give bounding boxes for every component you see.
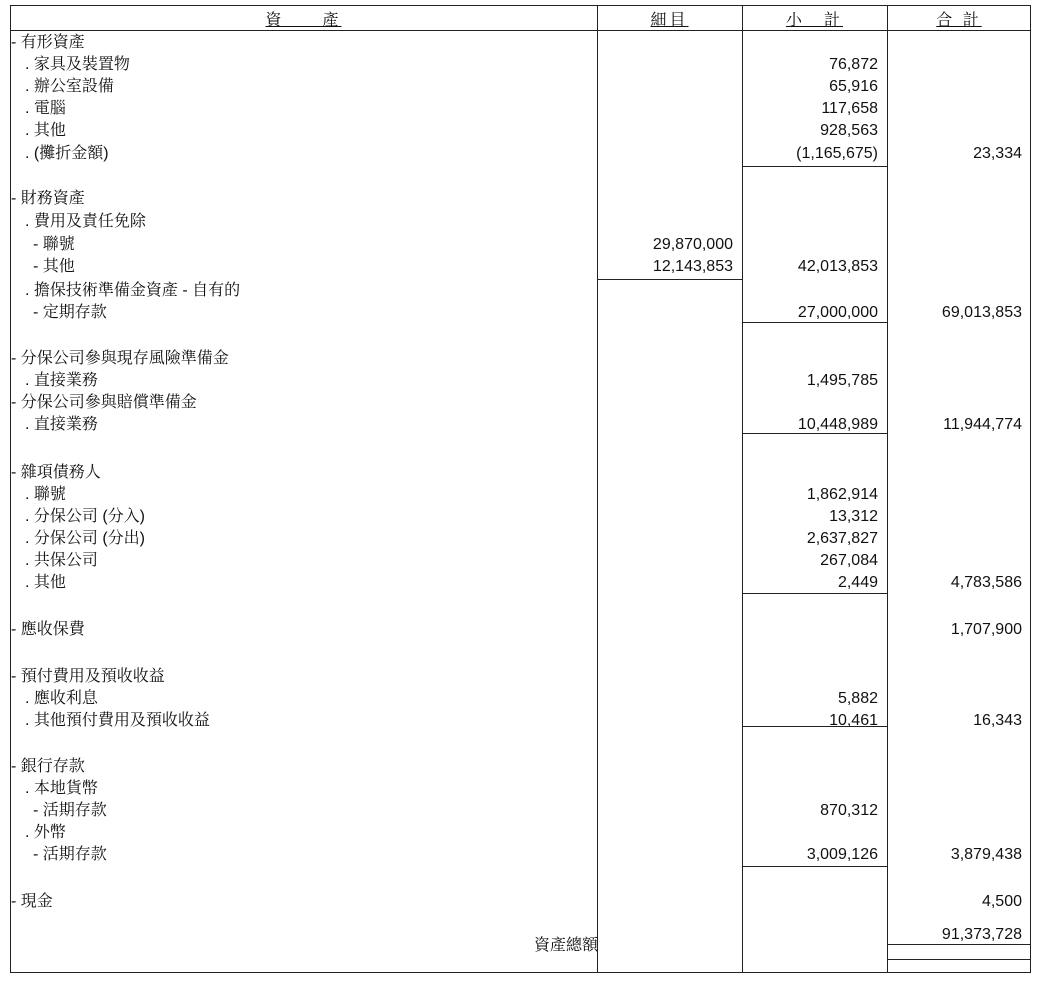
- row-label: - 定期存款: [33, 304, 107, 321]
- table-row: [0, 370, 1038, 392]
- subtotal-value: 928,563: [820, 122, 878, 139]
- row-label: - 活期存款: [33, 802, 107, 819]
- subtotal-value: (1,165,675): [796, 145, 878, 162]
- row-label: . 外幣: [25, 824, 66, 841]
- row-label: . 本地貨幣: [25, 780, 98, 797]
- header-subtotal: 小 計: [785, 12, 843, 29]
- row-label: - 活期存款: [33, 846, 107, 863]
- subtotal-value: 2,449: [837, 574, 878, 591]
- header-divider: [10, 30, 1031, 31]
- subtotal-underline: [742, 433, 887, 434]
- row-label: - 雜項債務人: [11, 464, 101, 481]
- subtotal-value: 65,916: [829, 78, 878, 95]
- table-row: [0, 528, 1038, 550]
- grand-total-double-rule: [887, 944, 1031, 960]
- row-label: - 應收保費: [11, 621, 85, 638]
- table-row: [0, 891, 1038, 913]
- table-row: [0, 392, 1038, 414]
- table-row: [0, 76, 1038, 98]
- subtotal-value: 42,013,853: [797, 258, 878, 275]
- table-row: [0, 98, 1038, 120]
- table-row: [0, 143, 1038, 165]
- total-value: 4,783,586: [950, 574, 1022, 591]
- subtotal-value: 13,312: [829, 508, 878, 525]
- table-row: [0, 120, 1038, 142]
- total-value: 4,500: [981, 893, 1022, 910]
- table-row: [0, 710, 1038, 732]
- row-label: - 聯號: [33, 236, 75, 253]
- table-row: [0, 572, 1038, 594]
- table-row: [0, 211, 1038, 233]
- row-label: . (攤折金額): [25, 145, 109, 162]
- subtotal-value: 1,495,785: [806, 372, 878, 389]
- detail-value: 29,870,000: [652, 236, 733, 253]
- total-value: 1,707,900: [950, 621, 1022, 638]
- table-row: [0, 462, 1038, 484]
- row-label: - 現金: [11, 893, 53, 910]
- row-label: . 其他: [25, 122, 66, 139]
- subtotal-value: 10,448,989: [797, 416, 878, 433]
- subtotal-value: 10,461: [829, 712, 878, 729]
- table-row: [0, 256, 1038, 278]
- row-label: - 銀行存款: [11, 758, 85, 775]
- row-label: . 聯號: [25, 486, 66, 503]
- table-row: [0, 688, 1038, 710]
- header-detail: 細目: [650, 12, 689, 29]
- table-row: [0, 234, 1038, 256]
- table-row: [0, 619, 1038, 641]
- table-row: [0, 188, 1038, 210]
- total-value: 23,334: [973, 145, 1022, 162]
- subtotal-value: 3,009,126: [806, 846, 878, 863]
- subtotal-value: 117,658: [821, 100, 878, 117]
- total-value: 16,343: [973, 712, 1022, 729]
- row-label: - 有形資產: [11, 34, 85, 51]
- header-asset: 資 產: [265, 12, 342, 29]
- row-label: - 財務資產: [11, 190, 85, 207]
- table-row: [0, 756, 1038, 778]
- grand-total-value: 91,373,728: [941, 926, 1022, 943]
- subtotal-underline: [742, 166, 887, 167]
- row-label: . 分保公司 (分入): [25, 508, 145, 525]
- row-label: . 其他: [25, 574, 66, 591]
- row-label: . 直接業務: [25, 372, 98, 389]
- row-label: . 費用及責任免除: [25, 213, 146, 230]
- row-label: - 分保公司參與賠償準備金: [11, 394, 197, 411]
- subtotal-value: 76,872: [829, 56, 878, 73]
- table-row: [0, 844, 1038, 866]
- row-label: . 應收利息: [25, 690, 98, 707]
- row-label: . 共保公司: [25, 552, 98, 569]
- row-label: - 其他: [33, 258, 75, 275]
- table-row: [0, 822, 1038, 844]
- table-row: [0, 280, 1038, 302]
- table-row: [0, 550, 1038, 572]
- subtotal-value: 870,312: [820, 802, 878, 819]
- row-label: - 預付費用及預收收益: [11, 668, 165, 685]
- table-row: [0, 302, 1038, 324]
- row-label: . 分保公司 (分出): [25, 530, 145, 547]
- table-row: [0, 484, 1038, 506]
- subtotal-value: 27,000,000: [797, 304, 878, 321]
- subtotal-value: 5,882: [837, 690, 878, 707]
- subtotal-underline: [742, 726, 887, 727]
- table-row: [0, 666, 1038, 688]
- table-row: [0, 348, 1038, 370]
- table-row: [0, 32, 1038, 54]
- subtotal-value: 2,637,827: [806, 530, 878, 547]
- row-label: . 電腦: [25, 100, 66, 117]
- subtotal-underline: [742, 322, 887, 323]
- subtotal-underline: [742, 593, 887, 594]
- table-row: [0, 800, 1038, 822]
- subtotal-value: 267,084: [820, 552, 878, 569]
- table-row: [0, 778, 1038, 800]
- row-label: . 擔保技術準備金資產 - 自有的: [25, 282, 241, 299]
- total-value: 11,944,774: [943, 416, 1022, 433]
- total-value: 3,879,438: [950, 846, 1022, 863]
- detail-value: 12,143,853: [652, 258, 733, 275]
- row-label: - 分保公司參與現存風險準備金: [11, 350, 229, 367]
- row-label: . 家具及裝置物: [25, 56, 130, 73]
- table-row: [0, 54, 1038, 76]
- subtotal-underline: [742, 866, 887, 867]
- row-label: . 其他預付費用及預收收益: [25, 712, 210, 729]
- row-label: . 辦公室設備: [25, 78, 114, 95]
- header-total: 合 計: [936, 12, 982, 29]
- row-label: . 直接業務: [25, 416, 98, 433]
- grand-total-label: 資產總額: [533, 937, 598, 954]
- detail-underline: [597, 279, 742, 280]
- table-row: [0, 506, 1038, 528]
- subtotal-value: 1,862,914: [806, 486, 878, 503]
- total-value: 69,013,853: [941, 304, 1022, 321]
